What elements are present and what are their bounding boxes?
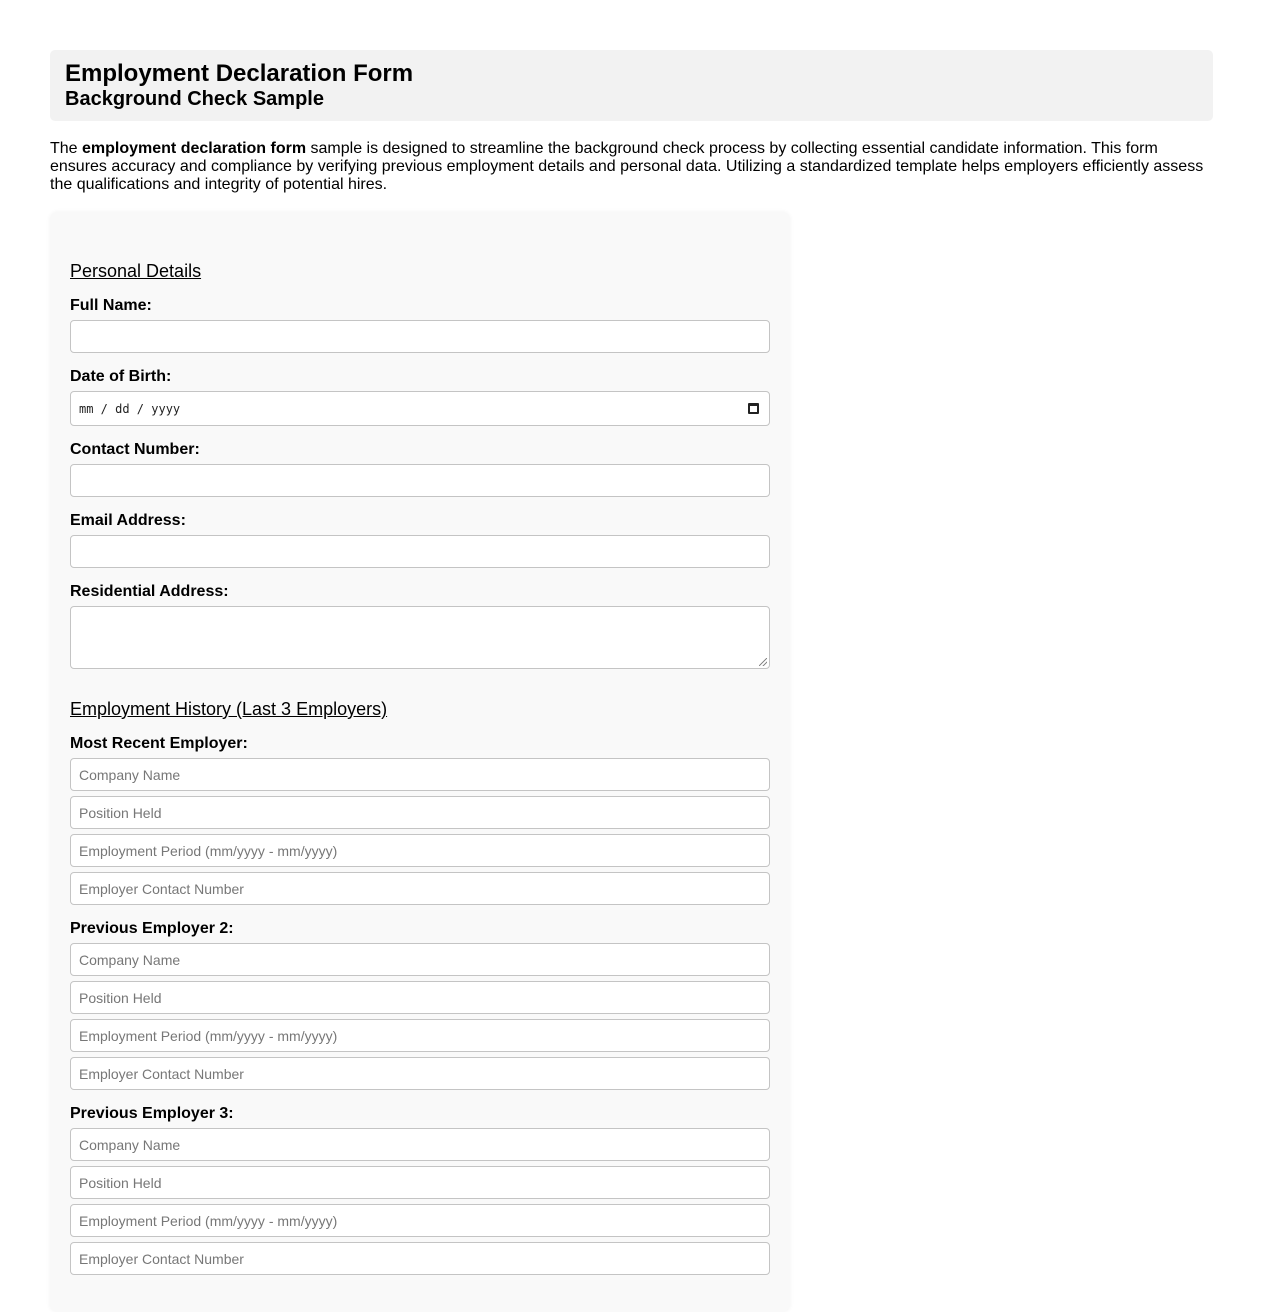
section-title-employment-history: Employment History (Last 3 Employers) — [70, 699, 388, 719]
dob-input[interactable] — [70, 391, 770, 426]
employer-3-label: Previous Employer 3: — [70, 1105, 234, 1122]
dob-placeholder: mm / dd / yyyy — [79, 401, 181, 416]
employer-1-label: Most Recent Employer: — [70, 735, 248, 752]
dob-label: Date of Birth: — [70, 368, 172, 385]
intro-suffix: sample is designed to streamline the background check process by collecting essential candidate information. This form ensures accuracy and compliance by verifying previous employment details and personal data. Utilizing a standardized template helps employers efficiently assess the qualifications and integrity of potential hires. — [50, 140, 1204, 193]
contact-number-input[interactable] — [70, 464, 770, 497]
contact-number-label: Contact Number: — [70, 441, 200, 458]
employer-3-contact-input[interactable]: Employer Contact Number — [70, 1242, 770, 1275]
email-label: Email Address: — [70, 512, 186, 529]
page-subtitle: Background Check Sample — [65, 88, 324, 110]
employer-3-company-input[interactable]: Company Name — [70, 1128, 770, 1161]
employer-1-position-input[interactable]: Position Held — [70, 796, 770, 829]
employer-3-period-input[interactable]: Employment Period (mm/yyyy - mm/yyyy) — [70, 1204, 770, 1237]
employer-2-period-input[interactable]: Employment Period (mm/yyyy - mm/yyyy) — [70, 1019, 770, 1052]
full-name-input[interactable] — [70, 320, 770, 353]
employer-3-position-input[interactable]: Position Held — [70, 1166, 770, 1199]
page-title: Employment Declaration Form — [65, 60, 414, 87]
employer-2-company-input[interactable]: Company Name — [70, 943, 770, 976]
residential-address-textarea[interactable] — [70, 606, 770, 669]
section-title-personal-details: Personal Details — [70, 261, 202, 281]
intro-bold-term: employment declaration form — [82, 140, 307, 157]
employer-1-company-input[interactable]: Company Name — [70, 758, 770, 791]
intro-paragraph — [50, 140, 1215, 194]
email-input[interactable] — [70, 535, 770, 568]
employer-2-contact-input[interactable]: Employer Contact Number — [70, 1057, 770, 1090]
full-name-label: Full Name: — [70, 297, 152, 314]
page-header — [50, 50, 1213, 121]
employer-1-period-input[interactable]: Employment Period (mm/yyyy - mm/yyyy) — [70, 834, 770, 867]
resize-grip-icon[interactable] — [759, 658, 767, 666]
residential-address-label: Residential Address: — [70, 583, 229, 600]
intro-prefix: The — [50, 140, 83, 157]
employer-1-contact-input[interactable]: Employer Contact Number — [70, 872, 770, 905]
employer-2-label: Previous Employer 2: — [70, 920, 234, 937]
calendar-icon[interactable] — [748, 403, 759, 414]
declaration-form — [50, 212, 790, 1312]
employer-2-position-input[interactable]: Position Held — [70, 981, 770, 1014]
